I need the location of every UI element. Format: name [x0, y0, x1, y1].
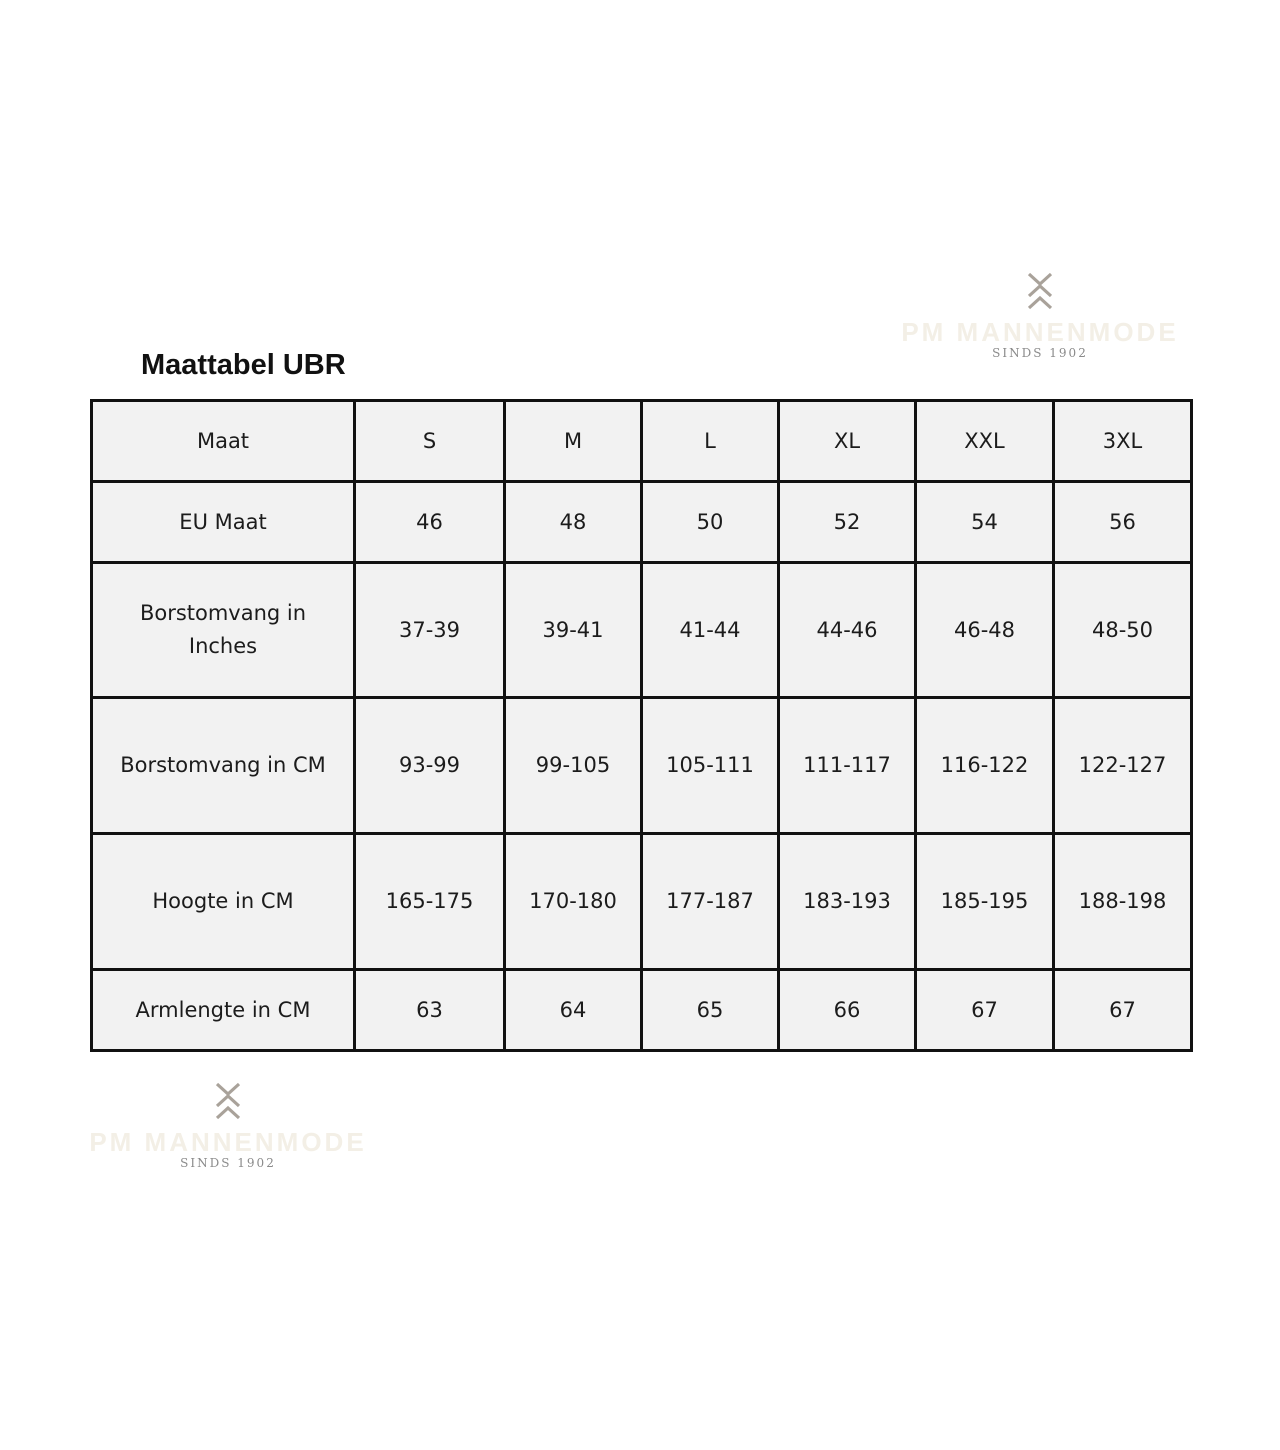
- table-cell: 41-44: [642, 563, 779, 698]
- table-cell: 48-50: [1054, 563, 1192, 698]
- table-cell: 170-180: [505, 834, 642, 970]
- table-cell: 122-127: [1054, 698, 1192, 834]
- table-cell: 50: [642, 482, 779, 563]
- table-cell: 65: [642, 970, 779, 1051]
- table-row: [92, 563, 1192, 698]
- table-cell: 64: [505, 970, 642, 1051]
- row-label: Hoogte in CM: [92, 834, 355, 970]
- brand-logo: [890, 272, 1190, 360]
- header-cell: 3XL: [1054, 401, 1192, 482]
- table-cell: 165-175: [355, 834, 505, 970]
- table-cell: 39-41: [505, 563, 642, 698]
- page-title: Maattabel UBR: [141, 349, 346, 381]
- brand-name: PM MANNENMODE: [89, 1127, 367, 1157]
- table-header-row: [92, 401, 1192, 482]
- table-cell: 67: [916, 970, 1054, 1051]
- brand-since: SINDS 1902: [180, 1156, 276, 1170]
- table-cell: 99-105: [505, 698, 642, 834]
- table-cell: 66: [779, 970, 916, 1051]
- row-label: EU Maat: [92, 482, 355, 563]
- table-cell: 63: [355, 970, 505, 1051]
- header-cell: XXL: [916, 401, 1054, 482]
- table-cell: 185-195: [916, 834, 1054, 970]
- table-cell: 44-46: [779, 563, 916, 698]
- table-cell: 46: [355, 482, 505, 563]
- table-cell: 56: [1054, 482, 1192, 563]
- header-cell: M: [505, 401, 642, 482]
- table-cell: 48: [505, 482, 642, 563]
- table-cell: 52: [779, 482, 916, 563]
- brand-logo: [78, 1082, 378, 1170]
- header-cell: S: [355, 401, 505, 482]
- table-cell: 111-117: [779, 698, 916, 834]
- table-cell: 105-111: [642, 698, 779, 834]
- size-table: [90, 399, 1193, 1052]
- table-row: [92, 834, 1192, 970]
- brand-name: PM MANNENMODE: [901, 317, 1179, 347]
- table-cell: 37-39: [355, 563, 505, 698]
- table-row: [92, 970, 1192, 1051]
- table-cell: 93-99: [355, 698, 505, 834]
- table-cell: 46-48: [916, 563, 1054, 698]
- chevron-x-logo-icon: [214, 1082, 242, 1122]
- table-cell: 116-122: [916, 698, 1054, 834]
- table-row: [92, 698, 1192, 834]
- table-cell: 183-193: [779, 834, 916, 970]
- row-label: Borstomvang in CM: [92, 698, 355, 834]
- row-label: Borstomvang in Inches: [92, 563, 355, 698]
- table-cell: 67: [1054, 970, 1192, 1051]
- table-cell: 188-198: [1054, 834, 1192, 970]
- chevron-x-logo-icon: [1026, 272, 1054, 312]
- header-cell: XL: [779, 401, 916, 482]
- table-cell: 177-187: [642, 834, 779, 970]
- brand-since: SINDS 1902: [992, 346, 1088, 360]
- header-cell: L: [642, 401, 779, 482]
- row-label: Armlengte in CM: [92, 970, 355, 1051]
- row-label: Maat: [92, 401, 355, 482]
- table-row: [92, 482, 1192, 563]
- table-cell: 54: [916, 482, 1054, 563]
